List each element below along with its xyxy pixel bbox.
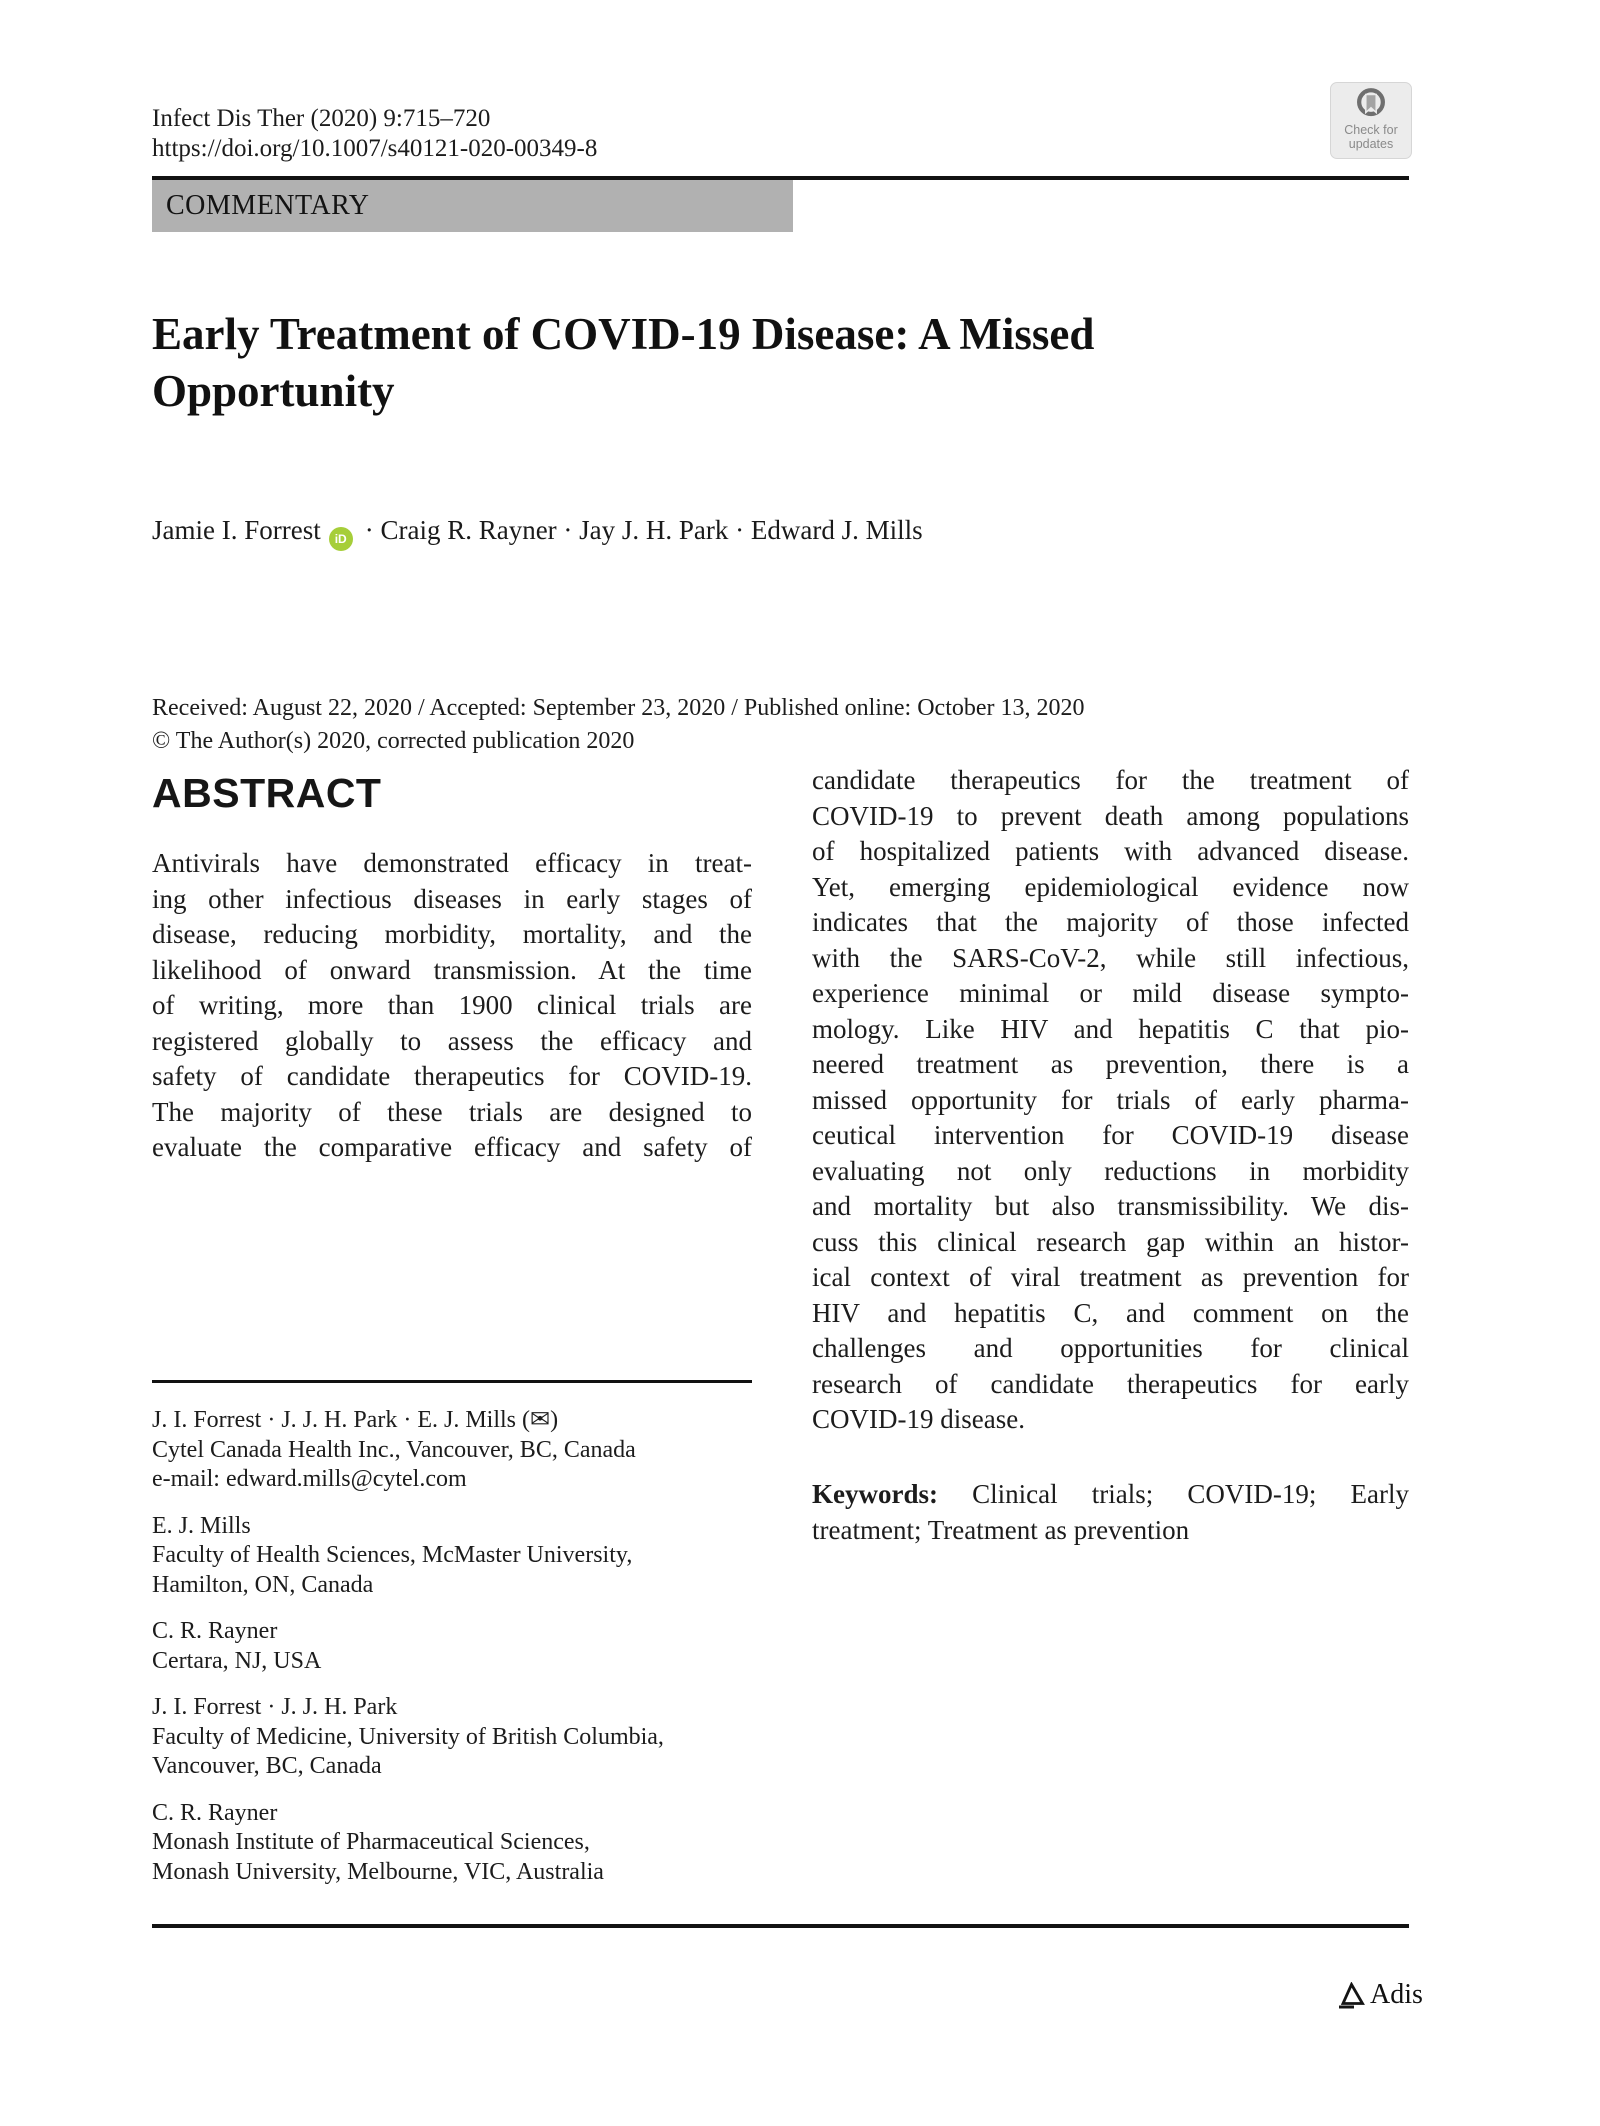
abstract-line: cuss this clinical research gap within an histor- [812,1226,1409,1257]
abstract-line: disease, reducing morbidity, mortality, and the [152,919,752,949]
footnote-block [152,1799,752,1888]
footnote-block [152,1617,752,1676]
adis-triangle-icon [1338,1982,1365,2009]
abstract-line: likelihood of onward transmission. At the time [152,954,752,985]
publisher-name: Adis [1370,1979,1423,2010]
badge-line2: updates [1348,137,1394,151]
abstract-line: experience minimal or mild disease sympto- [812,978,1409,1008]
footnote-divider [152,1380,752,1383]
abstract-line: research of candidate therapeutics for early [812,1368,1409,1399]
footnote-block [152,1512,752,1601]
page-title [152,306,1409,420]
abstract-line: of writing, more than 1900 clinical trials are [152,990,752,1020]
adis-logo [1338,1979,1423,2011]
abstract-heading: ABSTRACT [152,770,382,816]
badge-line1: Check for [1344,123,1398,137]
abstract-line: candidate therapeutics for the treatment of [812,765,1409,795]
orcid-icon[interactable]: iD [329,527,353,551]
keywords-line2: treatment; Treatment as prevention [812,1515,1190,1545]
abstract-line: and mortality but also transmissibility. We dis- [812,1191,1409,1221]
footnote-line: E. J. Mills [152,1512,251,1539]
keywords-label: Keywords: [812,1479,938,1509]
footer-divider [152,1924,1409,1928]
footnote-line: Vancouver, BC, Canada [152,1753,382,1779]
journal-citation: Infect Dis Ther (2020) 9:715–720 [152,105,491,132]
author-rest: · Craig R. Rayner · Jay J. H. Park · Edward J. Mills [364,515,923,545]
footnote-line: J. I. Forrest · J. J. H. Park · E. J. Mills (✉) [152,1407,559,1433]
abstract-line: evaluating not only reductions in morbidity [812,1155,1409,1186]
footnote-line: C. R. Rayner [152,1799,278,1826]
keywords-values1: Clinical trials; COVID-19; Early [972,1479,1410,1509]
abstract-line: missed opportunity for trials of early pharma- [812,1084,1409,1115]
doi-link[interactable]: https://doi.org/10.1007/s40121-020-00349-8 [152,135,598,162]
abstract-line: evaluate the comparative efficacy and safety of [152,1132,752,1162]
author-list [152,515,923,551]
author-first: Jamie I. Forrest [152,515,321,545]
abstract-line: with the SARS-CoV-2, while still infectious, [812,942,1409,973]
abstract-line: The majority of these trials are designed to [152,1096,752,1127]
footnote-block [152,1406,752,1495]
abstract-line: COVID-19 disease. [812,1404,1025,1434]
section-label: COMMENTARY [166,190,370,221]
title-line: Opportunity [152,366,395,416]
article-meta [152,692,1085,758]
copyright-line: © The Author(s) 2020, corrected publication 2020 [152,728,635,754]
abstract-column-left [152,846,752,1166]
dates-line: Received: August 22, 2020 / Accepted: September 23, 2020 / Published online: October 13, 2020 [152,695,1085,721]
abstract-line: ceutical intervention for COVID-19 disease [812,1120,1409,1150]
check-updates-label [1344,123,1398,151]
affiliations [152,1406,752,1904]
abstract-line: indicates that the majority of those infected [812,907,1409,937]
abstract-line: neered treatment as prevention, there is a [812,1049,1409,1079]
footnote-line: Certara, NJ, USA [152,1647,322,1674]
abstract-line: ing other infectious diseases in early stages of [152,883,752,914]
footnote-line: J. I. Forrest · J. J. H. Park [152,1694,398,1720]
abstract-line: HIV and hepatitis C, and comment on the [812,1297,1409,1328]
abstract-line: challenges and opportunities for clinical [812,1333,1409,1363]
footnote-line: Monash University, Melbourne, VIC, Australia [152,1858,604,1885]
abstract-line: Antivirals have demonstrated efficacy in treat- [152,848,752,878]
footnote-line: Monash Institute of Pharmaceutical Sciences, [152,1829,590,1855]
journal-header [152,104,597,164]
abstract-line: Yet, emerging epidemiological evidence now [812,871,1409,902]
abstract-line: registered globally to assess the efficacy and [152,1025,752,1056]
abstract-line: ical context of viral treatment as prevention for [812,1262,1409,1292]
check-updates-icon [1352,86,1390,122]
abstract-line: mology. Like HIV and hepatitis C that pio- [812,1013,1409,1044]
footnote-line: Faculty of Medicine, University of British Columbia, [152,1723,664,1750]
footnote-line: e-mail: edward.mills@cytel.com [152,1466,467,1492]
keywords-line1 [812,1476,1409,1512]
footnote-line: Hamilton, ON, Canada [152,1571,374,1598]
section-banner [152,180,793,232]
abstract-line: of hospitalized patients with advanced disease. [812,836,1409,866]
footnote-block [152,1693,752,1782]
abstract-line: COVID-19 to prevent death among populations [812,800,1409,831]
abstract-line: safety of candidate therapeutics for COVID-19. [152,1061,752,1091]
check-for-updates-button[interactable] [1330,82,1412,159]
title-line: Early Treatment of COVID-19 Disease: A Missed [152,309,1095,359]
abstract-column-right [812,763,1409,1438]
footnote-line: C. R. Rayner [152,1618,278,1644]
keywords-block [812,1476,1409,1548]
footnote-line: Cytel Canada Health Inc., Vancouver, BC, Canada [152,1436,636,1463]
footnote-line: Faculty of Health Sciences, McMaster University, [152,1542,633,1568]
